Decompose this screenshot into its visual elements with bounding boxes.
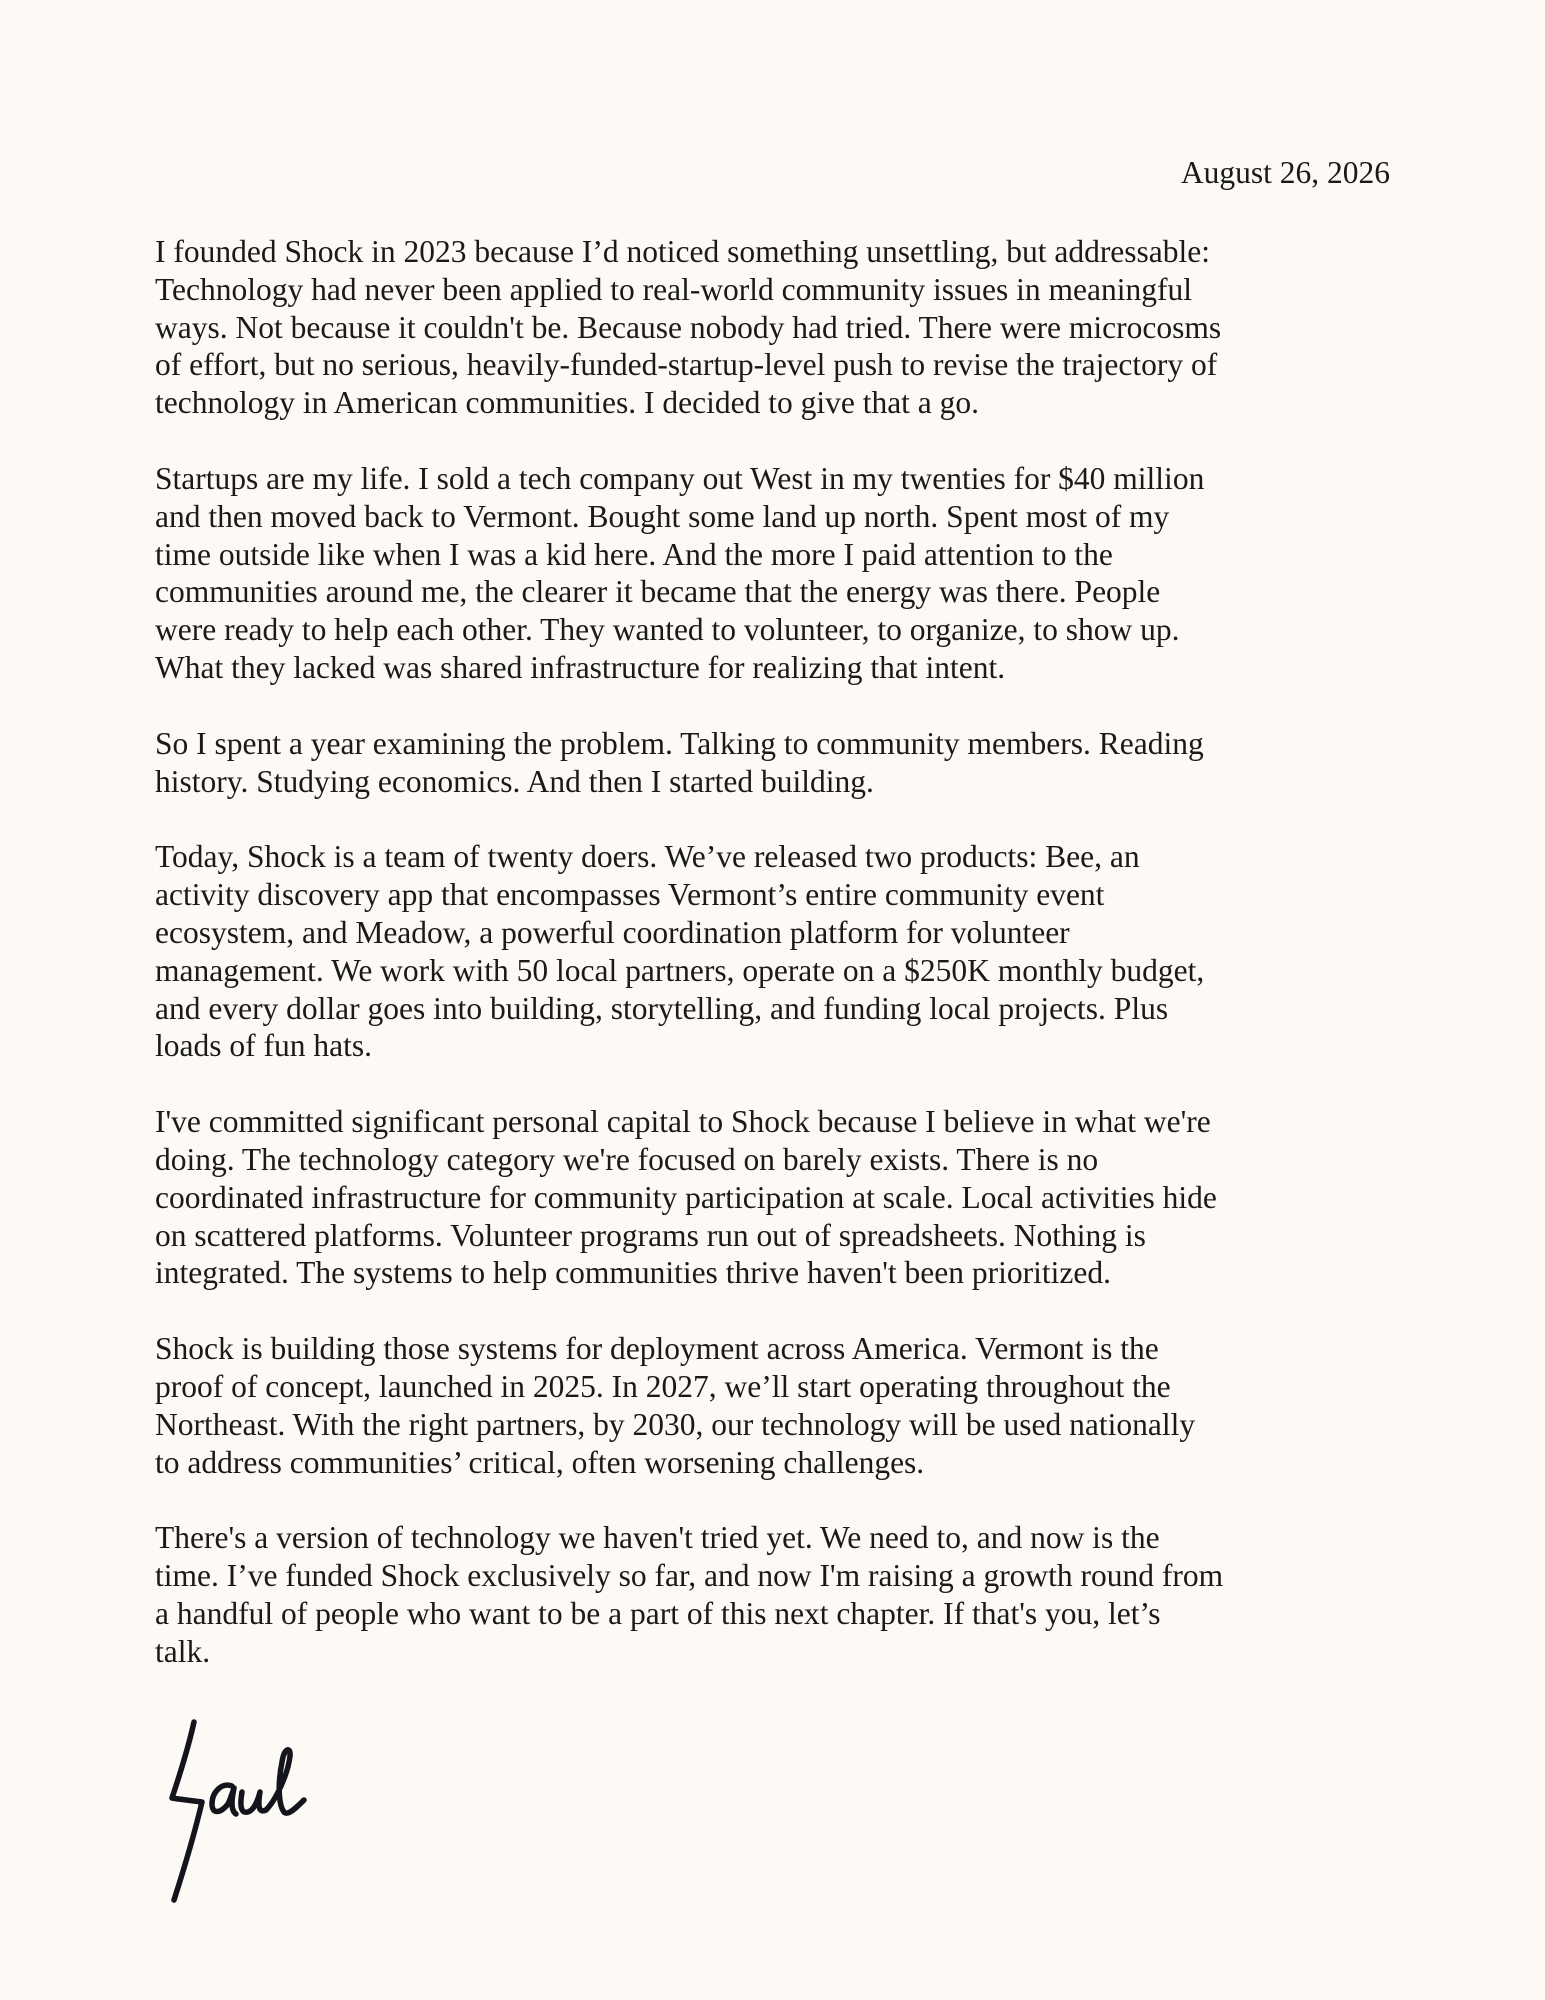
text-line: history. Studying economics. And then I started building.	[155, 763, 874, 799]
text-line: management. We work with 50 local partners, operate on a $250K monthly budget,	[155, 952, 1205, 988]
text-line: time. I’ve funded Shock exclusively so far, and now I'm raising a growth round from	[155, 1558, 1224, 1594]
paragraph-6	[155, 1330, 1415, 1481]
text-line: Today, Shock is a team of twenty doers. We’ve released two products: Bee, an	[155, 839, 1140, 875]
text-line: on scattered platforms. Volunteer programs run out of spreadsheets. Nothing is	[155, 1217, 1146, 1253]
text-line: activity discovery app that encompasses Vermont’s entire community event	[155, 877, 1105, 913]
paragraph-4	[155, 838, 1415, 1065]
letter-body	[155, 233, 1415, 1709]
paragraph-7	[155, 1519, 1415, 1670]
text-line: and every dollar goes into building, storytelling, and funding local projects. Plus	[155, 990, 1169, 1026]
text-line: I've committed significant personal capital to Shock because I believe in what we're	[155, 1104, 1211, 1140]
paragraph-1	[155, 233, 1415, 422]
handwritten-signature	[150, 1700, 350, 1910]
text-line: talk.	[155, 1633, 211, 1669]
text-line: time outside like when I was a kid here. And the more I paid attention to the	[155, 536, 1113, 572]
paragraph-5	[155, 1103, 1415, 1292]
text-line: of effort, but no serious, heavily-funded-startup-level push to revise the trajectory of	[155, 347, 1218, 383]
paragraph-2	[155, 460, 1415, 687]
text-line: coordinated infrastructure for community participation at scale. Local activities hide	[155, 1179, 1217, 1215]
text-line: technology in American communities. I decided to give that a go.	[155, 385, 980, 421]
text-line: What they lacked was shared infrastructure for realizing that intent.	[155, 649, 1006, 685]
text-line: loads of fun hats.	[155, 1028, 372, 1064]
text-line: There's a version of technology we haven't tried yet. We need to, and now is the	[155, 1520, 1160, 1556]
text-line: So I spent a year examining the problem. Talking to community members. Reading	[155, 725, 1204, 761]
text-line: Shock is building those systems for deployment across America. Vermont is the	[155, 1331, 1159, 1367]
text-line: a handful of people who want to be a part of this next chapter. If that's you, let’s	[155, 1595, 1161, 1631]
text-line: ways. Not because it couldn't be. Because nobody had tried. There were microcosms	[155, 309, 1222, 345]
text-line: Technology had never been applied to real-world community issues in meaningful	[155, 271, 1193, 307]
text-line: Startups are my life. I sold a tech company out West in my twenties for $40 million	[155, 460, 1205, 496]
text-line: integrated. The systems to help communities thrive haven't been prioritized.	[155, 1255, 1111, 1291]
text-line: ecosystem, and Meadow, a powerful coordination platform for volunteer	[155, 914, 1070, 950]
text-line: Northeast. With the right partners, by 2030, our technology will be used nationally	[155, 1406, 1196, 1442]
text-line: were ready to help each other. They wanted to volunteer, to organize, to show up.	[155, 612, 1180, 648]
text-line: to address communities’ critical, often worsening challenges.	[155, 1444, 925, 1480]
text-line: communities around me, the clearer it became that the energy was there. People	[155, 574, 1161, 610]
text-line: doing. The technology category we're focused on barely exists. There is no	[155, 1141, 1099, 1177]
letter-date: August 26, 2026	[1180, 155, 1390, 190]
signature-icon	[150, 1700, 350, 1910]
text-line: proof of concept, launched in 2025. In 2027, we’ll start operating throughout the	[155, 1368, 1171, 1404]
text-line: and then moved back to Vermont. Bought some land up north. Spent most of my	[155, 498, 1170, 534]
text-line: I founded Shock in 2023 because I’d noticed something unsettling, but addressable:	[155, 234, 1211, 269]
paragraph-3	[155, 725, 1415, 801]
